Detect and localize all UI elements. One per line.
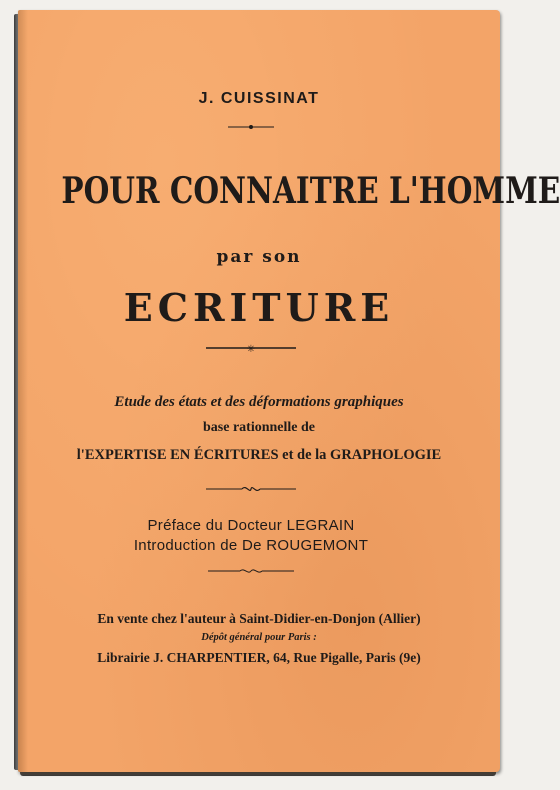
title-line-2: ECRITURE — [123, 285, 395, 330]
subtitle-line-3: l'EXPERTISE EN ÉCRITURES et de la GRAPHOLOGIE — [76, 447, 442, 463]
book-cover — [18, 10, 560, 772]
title-line-1: POUR CONNAITRE L'HOMME — [61, 170, 560, 212]
svg-text:✳: ✳ — [246, 344, 256, 355]
star-rule-ornament — [206, 343, 296, 353]
flourish-rule-ornament — [208, 566, 294, 576]
small-rule-ornament — [228, 123, 274, 131]
subtitle-line-2: base rationnelle de — [203, 420, 315, 435]
preface-line: Préface du Docteur LEGRAIN — [147, 517, 355, 534]
sale-info-line-1: En vente chez l'auteur à Saint-Didier-en-Donjon (Allier) — [97, 611, 421, 626]
title-par-son: par son — [216, 247, 302, 267]
subtitle-line-1: Etude des états et des déformations graphiques — [114, 394, 404, 410]
author-name: J. CUISSINAT — [198, 90, 320, 107]
sale-info-line-2: Dépôt général pour Paris : — [201, 632, 317, 643]
introduction-line: Introduction de De ROUGEMONT — [133, 537, 369, 554]
sale-info-line-3: Librairie J. CHARPENTIER, 64, Rue Pigalle, Paris (9e) — [97, 650, 421, 665]
scroll-rule-ornament — [206, 484, 296, 494]
